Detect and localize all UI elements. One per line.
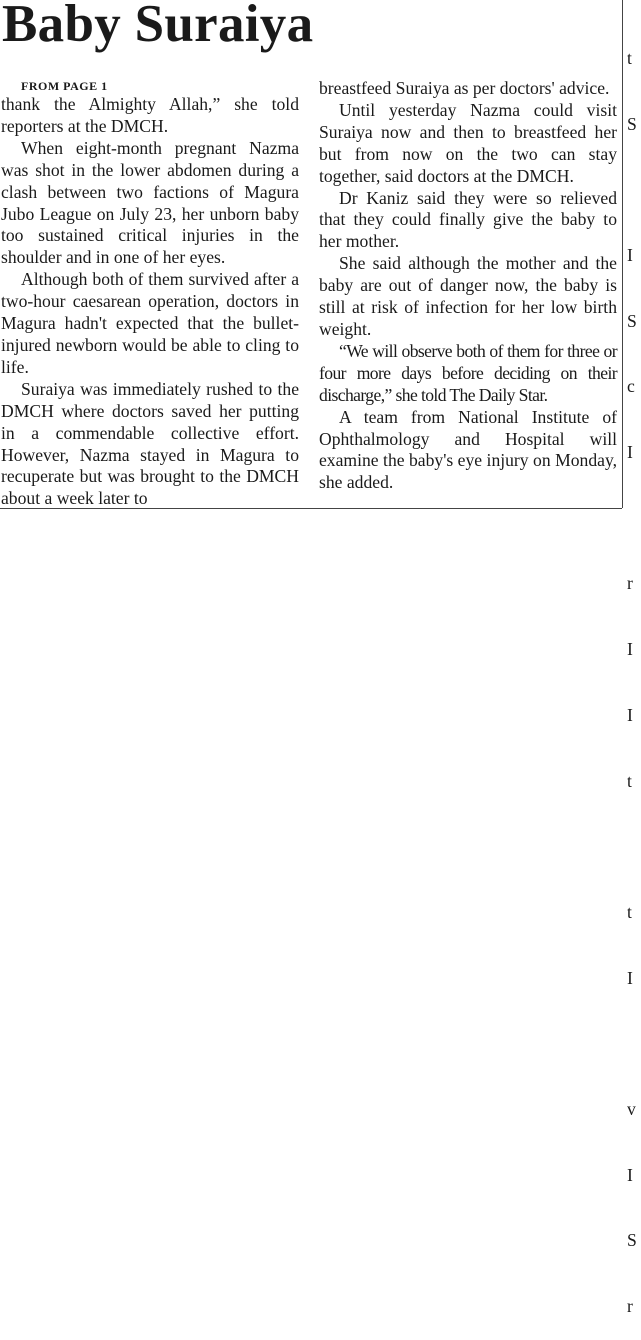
edge-letter: S (627, 310, 637, 331)
edge-letter: I (627, 244, 633, 265)
headline: Baby Suraiya (2, 0, 314, 53)
edge-letter: t (627, 47, 632, 68)
edge-letter (627, 836, 641, 858)
edge-letter: c (627, 376, 635, 397)
from-page-label: FROM PAGE 1 (21, 79, 108, 93)
edge-letter: I (627, 967, 633, 988)
paragraph: Dr Kaniz said they were so relieved that they could finally give the baby to her mother. (319, 187, 617, 252)
edge-letter: I (627, 442, 633, 463)
paragraph: thank the Almighty Allah,” she told reporters at the DMCH. (1, 94, 299, 136)
paragraph: Although both of them survived after a two-hour caesarean operation, doctors in Magura hadn't expected that the bullet-injured newborn would be able to cling to life. (1, 269, 299, 377)
edge-letter: I (627, 1164, 633, 1185)
column-divider (622, 0, 623, 508)
edge-letter: I (627, 704, 633, 725)
paragraph: Until yesterday Nazma could visit Suraiya now and then to breastfeed her but from now on the two can stay together, said doctors at the DMCH. (319, 99, 617, 186)
edge-letter (627, 508, 641, 530)
paragraph: A team from National Institute of Ophthalmology and Hospital will examine the baby's eye injury on Monday, she added. (319, 406, 617, 493)
edge-letter (627, 179, 641, 201)
edge-letter: S (627, 1230, 637, 1251)
paragraph: breastfeed Suraiya as per doctors' advice. (319, 78, 610, 98)
paragraph: Suraiya was immediately rushed to the DMCH where doctors saved her putting in a commendable collective effort. However, Nazma stayed in Magura to recuperate but was brought to the DMCH about a week later to (1, 378, 299, 509)
edge-letter: S (627, 113, 637, 134)
edge-letter (627, 1033, 641, 1055)
paragraph: She said although the mother and the baby are out of danger now, the baby is still at risk of infection for her low birth weight. (319, 253, 617, 339)
article-column-2 (319, 78, 617, 494)
edge-letter: t (627, 901, 632, 922)
bottom-rule (0, 508, 622, 509)
edge-letter: v (627, 1099, 636, 1120)
adjacent-column-edge (627, 4, 641, 1340)
edge-letter: I (627, 639, 633, 660)
edge-letter: r (627, 573, 633, 594)
paragraph: When eight-month pregnant Nazma was shot in the lower abdomen during a clash between two factions of Magura Jubo League on July 23, her unborn baby too sustained critical injuries in the shoulder and in one of her eyes. (1, 137, 299, 268)
article-column-1 (1, 78, 299, 510)
edge-letter: t (627, 770, 632, 791)
paragraph: “We will observe both of them for three or four more days before deciding on their discharge,” she told The Daily Star. (319, 340, 617, 405)
edge-letter: r (627, 1296, 633, 1317)
